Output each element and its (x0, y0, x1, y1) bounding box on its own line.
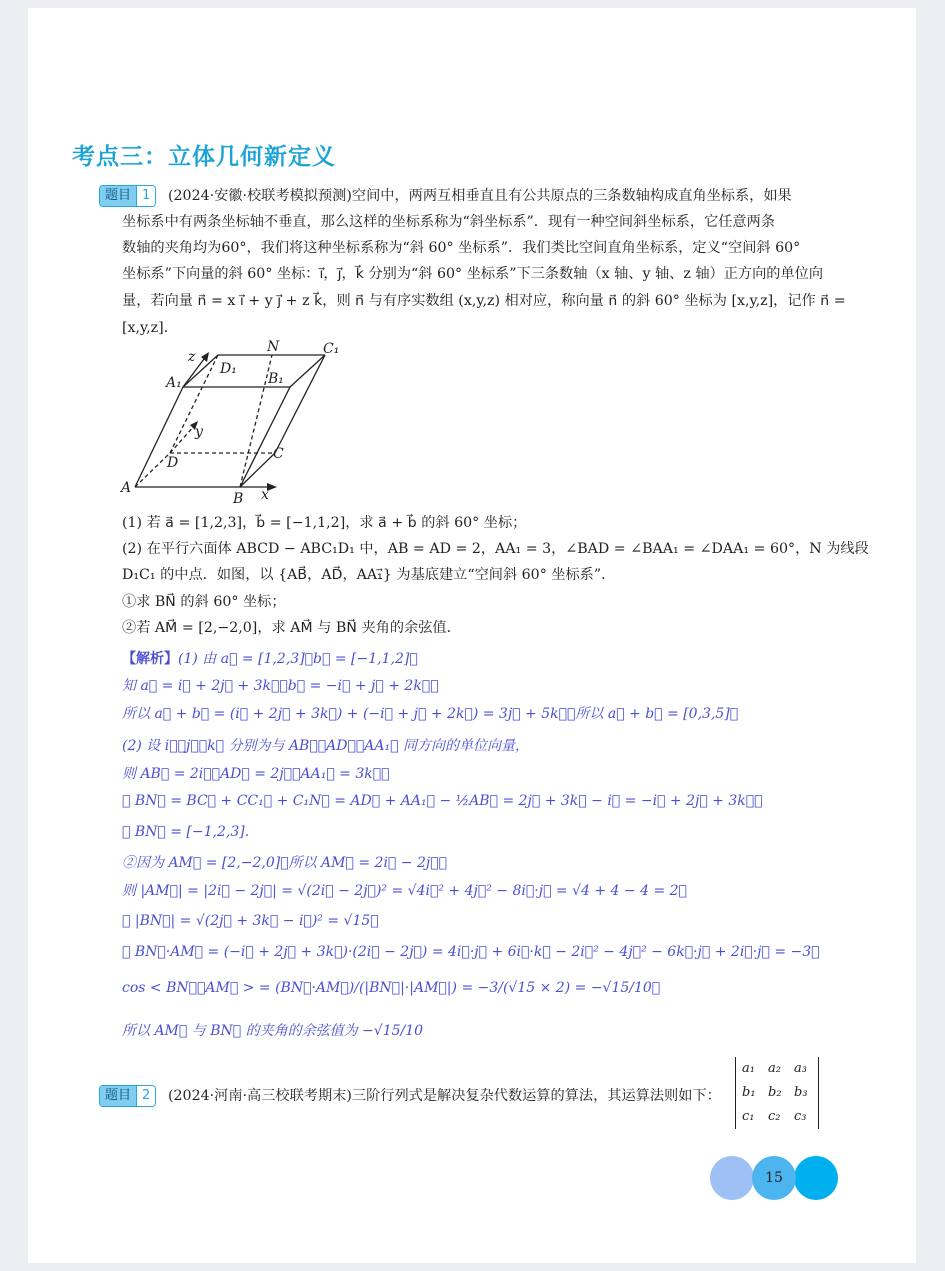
edge-AD (135, 453, 170, 487)
label-z: z (188, 349, 196, 365)
y-axis (170, 425, 195, 453)
det-a3: a₃ (794, 1061, 807, 1076)
solution-line-3: 所以 a⃗ + b⃗ = (i⃗ + 2j⃗ + 3k⃗) + (−i⃗ + j⃗ + 2k⃗) = 3j⃗ + 5k⃗，所以 a⃗ + b⃗ = [0,3,5]； (122, 706, 739, 722)
page-badge-left (710, 1156, 754, 1200)
solution-line-6: ① BN⃗ = BC⃗ + CC₁⃗ + C₁N⃗ = AD⃗ + AA₁⃗ − ½AB⃗ = 2j⃗ + 3k⃗ − i⃗ = −i⃗ + 2j⃗ + 3k⃗， (122, 793, 763, 809)
problem-1-line-6: [x,y,z]． (122, 320, 178, 336)
det-b3: b₃ (794, 1085, 808, 1100)
solution-line-11: ∴ BN⃗·AM⃗ = (−i⃗ + 2j⃗ + 3k⃗)·(2i⃗ − 2j⃗) = 4i⃗·j⃗ + 6i⃗·k⃗ − 2i⃗² − 4j⃗² − 6k⃗·j⃗ + 2i⃗·j⃗ = −3， (122, 944, 820, 960)
label-B: B (233, 491, 244, 507)
page-number: 15 (765, 1170, 783, 1186)
determinant (735, 1057, 819, 1129)
sub-question-2-part-2: ②若 AM⃗ = [2,−2,0]，求 AM⃗ 与 BN⃗ 夹角的余弦值． (122, 620, 461, 636)
solution-line-5: 则 AB⃗ = 2i⃗，AD⃗ = 2j⃗，AA₁⃗ = 3k⃗， (122, 766, 390, 782)
label-D: D (167, 455, 179, 471)
edge-BC (240, 453, 275, 487)
det-c3: c₃ (794, 1109, 807, 1124)
solution-line-2: 知 a⃗ = i⃗ + 2j⃗ + 3k⃗，b⃗ = −i⃗ + j⃗ + 2k⃗， (122, 678, 439, 694)
problem-1-line-3: 数轴的夹角均为60°，我们将这种坐标系称为“斜 60° 坐标系”．我们类比空间直角坐标系，定义“空间斜 60° (122, 240, 801, 256)
label-N: N (267, 339, 280, 355)
problem-1-line-4: 坐标系”下向量的斜 60° 坐标：i⃗，j⃗，k⃗ 分别为“斜 60° 坐标系”下三条数轴（x 轴、y 轴、z 轴）正方向的单位向 (122, 266, 824, 282)
problem-tag-label: 题目 (100, 1086, 136, 1106)
label-C: C (273, 446, 284, 462)
det-b1: b₁ (742, 1085, 756, 1100)
label-x: x (261, 487, 269, 503)
det-c2: c₂ (768, 1109, 781, 1124)
problem-tag-number: 1 (136, 186, 155, 206)
solution-line-13: 所以 AM⃗ 与 BN⃗ 的夹角的余弦值为 −√15/10 (122, 1023, 424, 1039)
page-badge-right (794, 1156, 838, 1200)
det-a1: a₁ (742, 1061, 755, 1076)
label-B1: B₁ (268, 371, 284, 387)
problem-1-line-1: (2024·安徽·校联考模拟预测)空间中，两两互相垂直且有公共原点的三条数轴构成直角坐标系，如果 (168, 188, 792, 204)
det-b2: b₂ (768, 1085, 782, 1100)
det-c1: c₁ (742, 1109, 755, 1124)
sub-question-2-part-1: ①求 BN⃗ 的斜 60° 坐标； (122, 594, 286, 610)
solution-line-8: ②因为 AM⃗ = [2,−2,0]，所以 AM⃗ = 2i⃗ − 2j⃗， (122, 855, 448, 871)
solution-line-12: cos < BN⃗，AM⃗ > = (BN⃗·AM⃗)/(|BN⃗|·|AM⃗|) = −3/(√15 × 2) = −√15/10， (122, 980, 661, 996)
label-y: y (195, 424, 203, 440)
edge-AA1 (135, 387, 183, 487)
section-title: 考点三：立体几何新定义 (72, 144, 336, 170)
parallelepiped-figure (115, 335, 355, 510)
edge-DD1 (170, 355, 218, 453)
solution-line-7: ∴ BN⃗ = [−1,2,3]. (122, 824, 250, 840)
sub-question-1: (1) 若 a⃗ = [1,2,3]，b⃗ = [−1,1,2]，求 a⃗ + b⃗ 的斜 60° 坐标； (122, 515, 527, 531)
problem-2-text: (2024·河南·高三校联考期末)三阶行列式是解决复杂代数运算的算法，其运算法则如下： (168, 1088, 721, 1104)
problem-2-tag (99, 1085, 156, 1107)
solution-line-9: 则 |AM⃗| = |2i⃗ − 2j⃗| = √(2i⃗ − 2j⃗)² = √4i⃗² + 4j⃗² − 8i⃗·j⃗ = √4 + 4 − 4 = 2， (122, 883, 687, 899)
solution-line-10: ∵ |BN⃗| = √(2j⃗ + 3k⃗ − i⃗)² = √15， (122, 913, 379, 929)
problem-1-tag (99, 185, 156, 207)
problem-tag-number: 2 (136, 1086, 155, 1106)
problem-1-line-5: 量，若向量 n⃗ = x i⃗ + y j⃗ + z k⃗，则 n⃗ 与有序实数组 (x,y,z) 相对应，称向量 n⃗ 的斜 60° 坐标为 [x,y,z]，记作 n⃗ = (122, 293, 846, 309)
problem-tag-label: 题目 (100, 186, 136, 206)
solution-label: 【解析】 (122, 651, 178, 667)
label-A1: A₁ (166, 375, 182, 391)
problem-1-line-2: 坐标系中有两条坐标轴不垂直，那么这样的坐标系称为“斜坐标系”．现有一种空间斜坐标系，它任意两条 (122, 214, 775, 230)
edge-CC1 (275, 355, 325, 453)
solution-line-4: (2) 设 i⃗，j⃗，k⃗ 分别为与 AB⃗，AD⃗，AA₁⃗ 同方向的单位向量， (122, 738, 529, 754)
label-A: A (121, 480, 132, 496)
sub-question-2: (2) 在平行六面体 ABCD − ABC₁D₁ 中，AB = AD = 2，AA₁ = 3，∠BAD = ∠BAA₁ = ∠DAA₁ = 60°，N 为线段 (122, 541, 869, 557)
edge-B1C1 (290, 355, 325, 387)
solution-line-1: 【解析】(1) 由 a⃗ = [1,2,3]，b⃗ = [−1,1,2]， (122, 651, 418, 667)
label-C1: C₁ (323, 341, 340, 357)
label-D1: D₁ (220, 361, 237, 377)
sub-question-2-cont: D₁C₁ 的中点．如图，以 {AB⃗，AD⃗，AA₁⃗} 为基底建立“空间斜 60° 坐标系”． (122, 567, 616, 583)
det-a2: a₂ (768, 1061, 781, 1076)
